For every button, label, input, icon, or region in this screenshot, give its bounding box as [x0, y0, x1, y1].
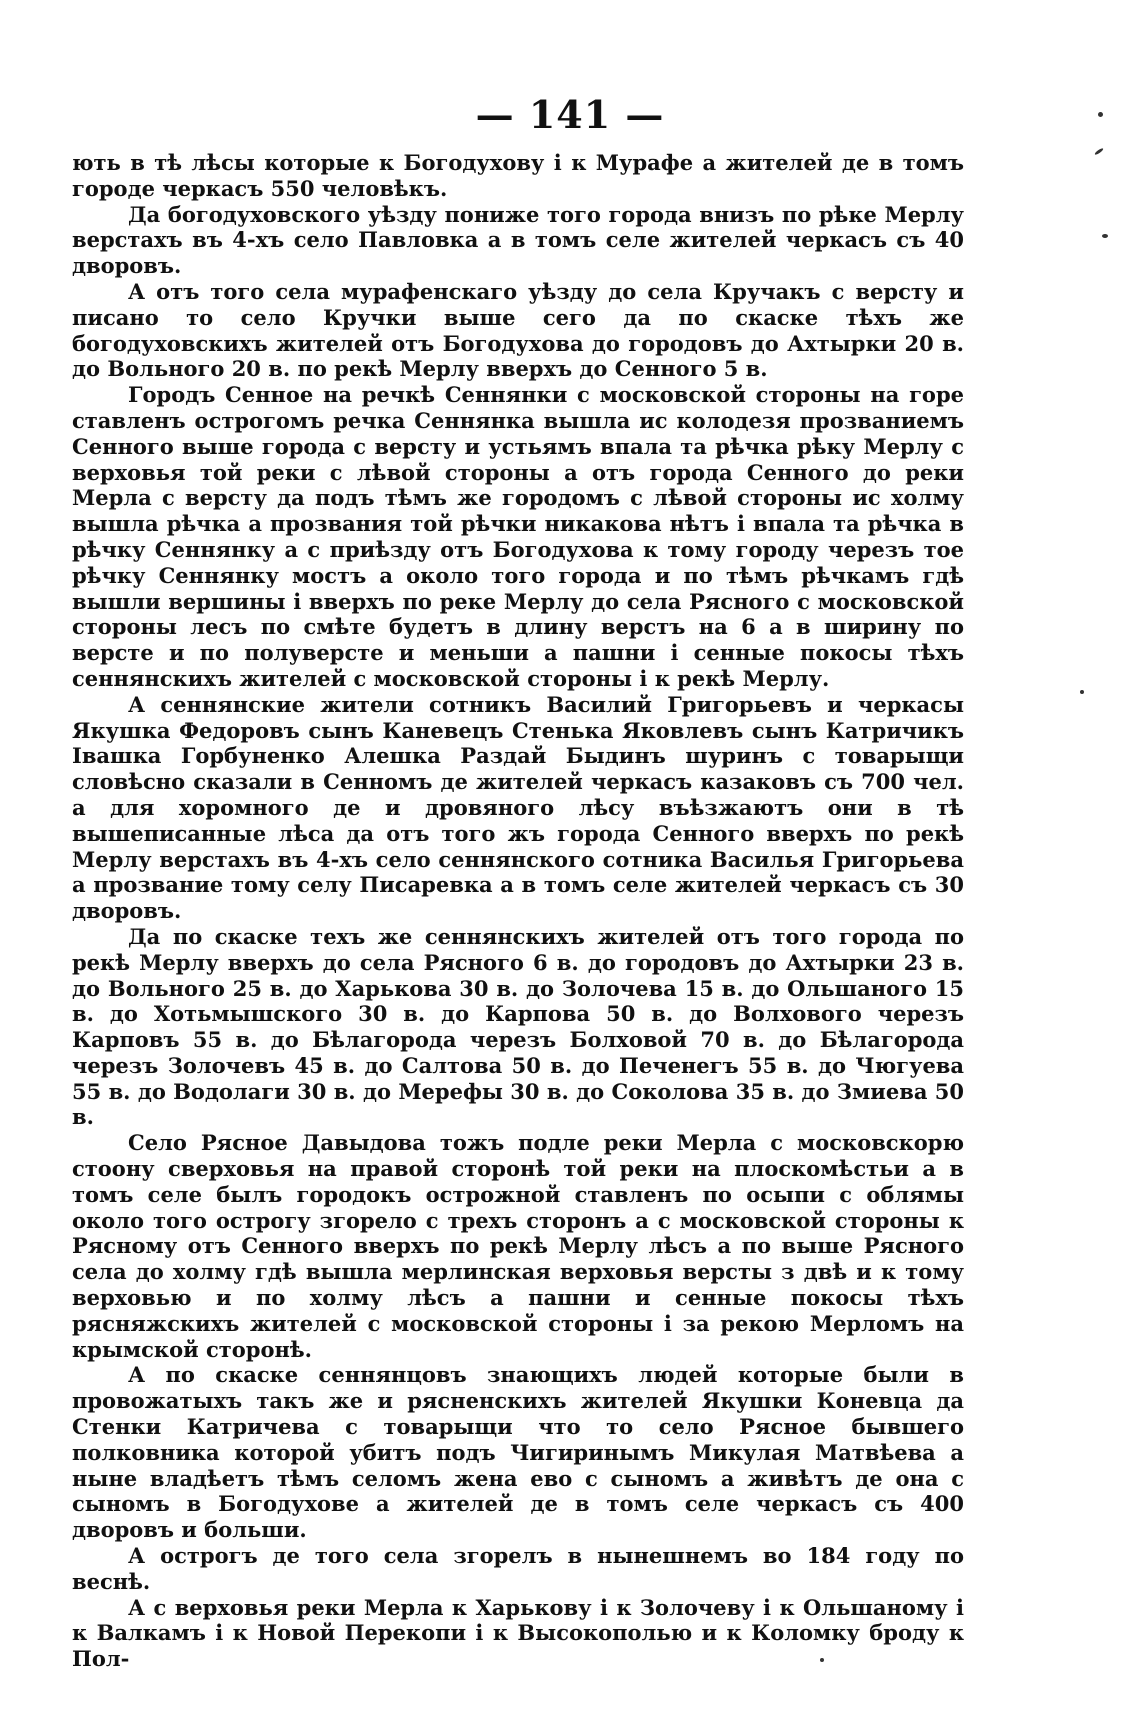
scan-speck [1080, 690, 1084, 694]
page-number: — 141 — [475, 92, 665, 137]
paragraph: Да по скаске техъ же сеннянскихъ жителей отъ того города по рекѣ Мерлу вверхъ до села Рясного 6 в. до городовъ до Ахтырки 23 в. до Вольного 25 в. до Харькова 30 в. до Золочева 15 в. до Ольшаного 15 в. до Хотьмышского 30 в. до Карпова 50 в. до Волхового черезъ Карповъ 55 в. до Бѣлагорода черезъ Болховой 70 в. до Бѣлагорода черезъ Золочевъ 45 в. до Салтова 50 в. до Печенегъ 55 в. до Чюгуева 55 в. до Водолаги 30 в. до Мерефы 30 в. до Соколова 35 в. до Змиева 50 в. [72, 923, 964, 1130]
paragraph: Городъ Сенное на речкѣ Сеннянки с московской стороны на горе ставленъ острогомъ речка Сеннянка вышла ис колодезя прозваниемъ Сенного выше города с версту и устьямъ впала та рѣчка рѣку Мерлу с верховья той реки с лѣвой стороны а отъ города Сенного до реки Мерла с версту да подъ тѣмъ же городомъ с лѣвой стороны ис холму вышла рѣчка а прозвания той рѣчки никакова нѣтъ і впала та рѣчка в рѣчку Сеннянку а с приѣзду отъ Богодухова к тому городу черезъ тое рѣчку Сеннянку мостъ а около того города и по тѣмъ рѣчкамъ гдѣ вышли вершины і вверхъ по реке Мерлу до села Рясного с московской стороны лесъ по смѣте будетъ в длину верстъ на 6 а в ширину по версте и по полуверсте и меньши а пашни і сенные покосы тѣхъ сеннянскихъ жителей с московской стороны і к рекѣ Мерлу. [72, 382, 964, 691]
scan-speck [1094, 147, 1104, 155]
paragraph: А отъ того села мурафенскаго уѣзду до села Кручакъ с версту и писано то село Кручки выше сего да по скаске тѣхъ же богодуховскихъ жителей отъ Богодухова до городовъ до Ахтырки 20 в. до Вольного 20 в. по рекѣ Мерлу вверхъ до Сенного 5 в. [72, 278, 964, 382]
paragraph: А с верховья реки Мерла к Харькову і к Золочеву і к Ольшаному і к Валкамъ і к Новой Перекопи і к Высокополью и к Коломку броду к Пол- [72, 1594, 964, 1672]
body-text [72, 150, 964, 1672]
paragraph: А сеннянские жители сотникъ Василий Григорьевъ и черкасы Якушка Федоровъ сынъ Каневецъ Стенька Яковлевъ сынъ Катричикъ Івашка Горбуненко Алешка Раздай Быдинъ шуринъ с товарыщи словѣсно сказали в Сенномъ де жителей черкасъ казаковъ съ 700 чел. а для хоромного де и дровяного лѣсу въѣзжаютъ они в тѣ вышеписанные лѣса да отъ того жъ города Сенного вверхъ по рекѣ Мерлу верстахъ въ 4-хъ село сеннянского сотника Василья Григорьева а прозвание тому селу Писаревка а в томъ селе жителей черкасъ съ 30 дворовъ. [72, 691, 964, 924]
paragraph: Да богодуховского уѣзду пониже того города внизъ по рѣке Мерлу верстахъ въ 4-хъ село Павловка а в томъ селе жителей черкасъ съ 40 дворовъ. [72, 201, 964, 279]
paragraph: ють в тѣ лѣсы которые к Богодухову і к Мурафе а жителей де в томъ городе черкасъ 550 человѣкъ. [72, 150, 964, 201]
paragraph: А острогъ де того села згорелъ в нынешнемъ во 184 году по веснѣ. [72, 1543, 964, 1594]
paragraph: Село Рясное Давыдова тожъ подле реки Мерла с московскорю стоону сверховья на правой сторонѣ той реки на плоскомѣстьи а в томъ селе былъ городокъ острожной ставленъ по осыпи с облямы около того острогу згорело с трехъ сторонъ а с московской стороны к Рясному отъ Сенного вверхъ по рекѣ Мерлу лѣсъ а по выше Рясного села до холму гдѣ вышла мерлинская верховья версты з двѣ и к тому верховью и по холму лѣсъ а пашни и сенные покосы тѣхъ рясняжскихъ жителей с московской стороны і за рекою Мерломъ на крымской сторонѣ. [72, 1130, 964, 1362]
scan-speck [1098, 112, 1103, 117]
scan-speck [1102, 234, 1108, 238]
paragraph: А по скаске сеннянцовъ знающихъ людей которые были в провожатыхъ такъ же и рясненскихъ жителей Якушки Коневца да Стенки Катричева с товарыщи что то село Рясное бывшего полковника которой убитъ подъ Чигиринымъ Микулая Матвѣева а ныне владѣетъ тѣмъ селомъ жена ево с сыномъ а живѣтъ де она с сыномъ в Богодухове а жителей де в томъ селе черкасъ съ 400 дворовъ и больши. [72, 1362, 964, 1543]
scan-speck [820, 1658, 824, 1662]
